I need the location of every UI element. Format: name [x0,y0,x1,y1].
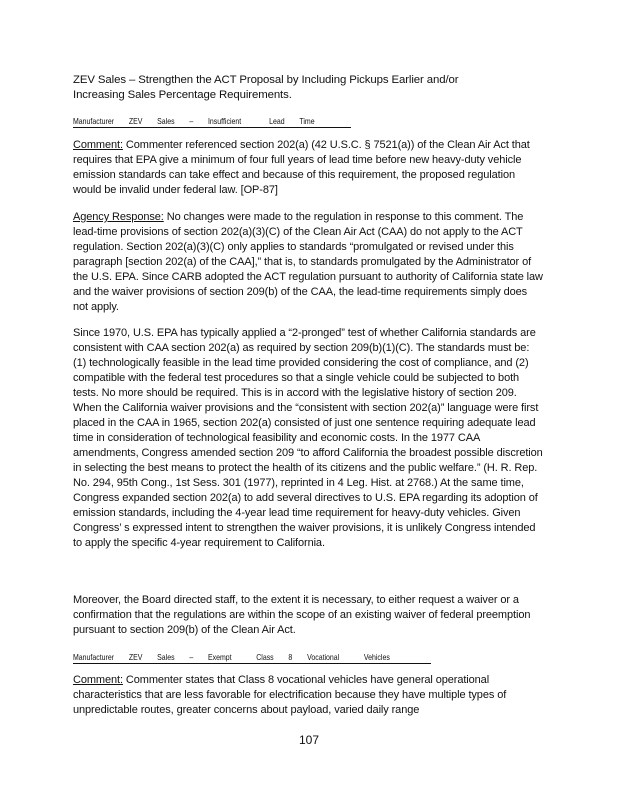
heading-line-1: ZEV Sales – Strengthen the ACT Proposal by Including Pickups Earlier and/or [73,74,459,86]
comment-text: Commenter referenced section 202(a) (42 U.S.C. § 7521(a)) of the Clean Air Act that requires that EPA give a minimum of four full years of lead time before new heavy-duty vehicle emission standards can take effect and because of this requirement, the proposed regulation would be invalid under federal law. [OP-87] [73,139,530,196]
tag-sales: Sales [157,116,175,126]
comment-1 [73,138,543,198]
tag-row-underline [73,663,431,664]
heading-line-2: Increasing Sales Percentage Requirements. [73,89,292,101]
paragraph-board-direction: Moreover, the Board directed staff, to the extent it is necessary, to either request a waiver or a confirmation that the regulations are within the scope of an existing waiver of federal preemption pursuant to section 209(b) of the Clean Air Act. [73,594,531,636]
comment-label: Comment: [73,139,123,151]
tag-insufficient: Insufficient [207,116,242,126]
agency-response-1 [73,210,543,315]
section-heading [73,73,543,103]
tag-lead: Lead [269,116,285,126]
agency-response-text: No changes were made to the regulation in response to this comment. The lead-time provisions of section 202(a)(3)(C) of the Clean Air Act (CAA) do not apply to the ACT regulation. Section 202(a)(3)(C) only applies to standards “promulgated or revised under this paragraph [section 202(a) of the CAA],” that is, to standards promulgated by the Administrator of the U.S. EPA. Since CARB adopted the ACT regulation pursuant to authority of California state law and the waiver provisions of section 209(b) of the CAA, the lead-time requirements simply does not apply. [73,211,543,313]
tag-class: Class [256,652,274,662]
tag-zev: ZEV [128,652,143,662]
tag-time: Time [299,116,315,126]
paragraph-legislative-history: Since 1970, U.S. EPA has typically applied a “2-pronged” test of whether California standards are consistent with CAA section 202(a) as required by section 209(b)(1)(C). The standards must be: (1) technologically feasible in the lead time provided considering the cost of compliance, and (2) compatible with the federal test procedures so that a single vehicle could be subjected to both tests. No more should be required. This is in accord with the legislative history of section 209. When the California waiver provisions and the “consistent with section 202(a)” language were first placed in the CAA in 1965, section 202(a) consisted of just one sentence requiring adequate lead time in consideration of technological feasibility and economic costs. In the 1977 CAA amendments, Congress amended section 209 “to afford California the broadest possible discretion in selecting the best means to protect the health of its citizens and the public welfare.” (H. R. Rep. No. 294, 95th Cong., 1st Sess. 301 (1977), reprinted in 4 Leg. Hist. at 2768.) At the same time, Congress expanded section 202(a) to add several directives to U.S. EPA regarding its adoption of emission standards, including the 4-year lead time requirement for heavy-duty vehicles. Given Congress’ s expressed intent to strengthen the waiver provisions, it is unlikely Congress intended to apply the specific 4-year requirement to California. [73,327,543,549]
page-number: 107 [298,733,320,747]
tag-dash: – [189,116,194,126]
tag-manufacturer: Manufacturer [73,116,115,126]
tag-row-exempt-class-8 [73,653,405,662]
tag-manufacturer: Manufacturer [73,652,115,662]
tag-dash: – [189,652,194,662]
tag-row-underline [73,127,351,128]
tag-vehicles: Vehicles [363,652,390,662]
agency-response-label: Agency Response: [73,211,164,223]
tag-sales: Sales [157,652,175,662]
tag-zev: ZEV [128,116,143,126]
comment-2 [73,673,543,718]
tag-8: 8 [288,652,293,662]
tag-row-insufficient-lead-time [73,117,329,126]
comment-text: Commenter states that Class 8 vocational vehicles have general operational characteristics that are less favorable for electrification because they have multiple types of unpredictable routes, greater concerns about payload, varied daily range [73,674,507,716]
tag-exempt: Exempt [207,652,232,662]
tag-vocational: Vocational [307,652,340,662]
comment-label: Comment: [73,674,123,686]
